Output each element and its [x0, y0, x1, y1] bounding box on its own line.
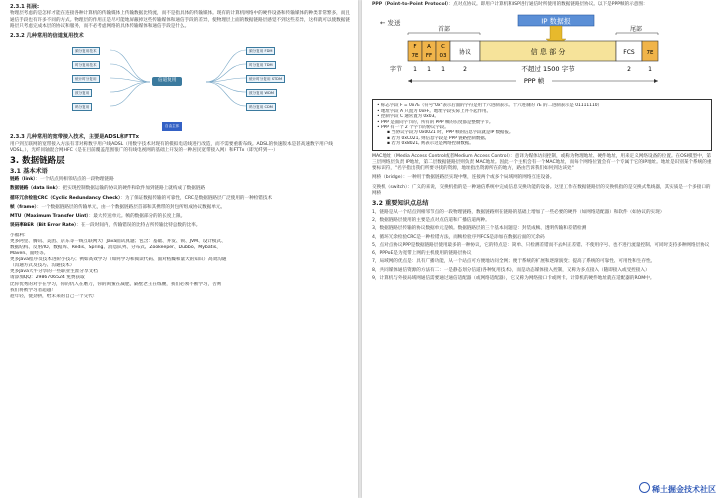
term-desc: ：一个结点到相邻结点的一段物理链路 — [35, 176, 114, 182]
term-name: MTU（Maximum Transfer Uint） — [10, 214, 89, 220]
extension-heading: 2.3.1 拓展: — [10, 4, 40, 10]
mindmap-left-node: 时分复用技术 — [72, 61, 100, 69]
field-protocol: 协议 — [458, 49, 472, 57]
mindmap-connectors — [10, 42, 350, 132]
key-point: 3，数据链路层传输的协议数据单元是帧。数据链路层的三个基本问题是：封装成帧、透明传输和差错检测 — [372, 226, 587, 232]
size-fcs: 2 — [627, 66, 631, 74]
promo-line: 更多Java大牛分享的一些职业生涯分享文档 — [10, 269, 98, 275]
size-c: 1 — [441, 66, 445, 74]
field-flag: 7E — [411, 53, 419, 60]
mindmap-center: 信道复用 — [152, 77, 182, 85]
ppp-subnote: ▪ 当协议字段为 0x0021 时，PPP 帧的信息字段就是IP 数据报。 — [387, 130, 514, 136]
mindmap-left-node: 码分复用 — [72, 103, 92, 111]
ppp-subnote: ▪ 若为 0x8021, 则表示这是网络控制数据。 — [387, 141, 474, 147]
ppp-intro-text: ：点对点协议。即用户计算机和ISP进行通信时所使用的数据链路层协议。以下是PPP帧的示意图： — [448, 2, 648, 7]
mindmap-left-node: 波分复用 — [72, 89, 92, 97]
key-point: 4，循环冗余检验CRC是一种检错方法，而帧检验序列FCS是添加在数据后面的冗余码 — [372, 234, 545, 240]
promo-block — [10, 233, 350, 300]
promo-line: （沟通方式及技巧、沟通技术） — [10, 263, 75, 269]
field-top-c: C — [441, 44, 445, 51]
term-item — [10, 177, 350, 183]
basic-terms-heading: 3.1 基本术语 — [10, 167, 48, 175]
promo-line: 比你优秀的对手在学习，你的仇人在磨刀，你的闺蜜在减肥，隔壁老王在练腰，我们必须不断学习，否则 — [10, 281, 222, 287]
key-point: 7，局域网的优点是：具有广播功能，从一个站点可方便地访问全网；便于系统的扩展和逐渐演变；提高了系统的可靠性、可用性和生存性。 — [372, 259, 656, 265]
mindmap-right-node: 码分复用 CDM — [246, 103, 276, 111]
promo-line: 更多阿里、腾讯、美团、京东等一线互联网大厂Java面试真题；包含：基础、并发、锁、JVM、设计模式、 — [10, 238, 226, 244]
size-info: 不超过 1500 字节 — [521, 65, 575, 74]
term-name: 误码率BER（Bit Error Rate） — [10, 223, 77, 229]
term-name: 链路（link） — [10, 176, 36, 182]
promo-line: 数据结构、反射/IO、数据库、Redis、Spring、消息队列、分布式、Zookeeper、Dubbo、Mybatis、 — [10, 244, 221, 250]
frame-span-label: PPP 帧 — [523, 77, 545, 86]
ppp-title: PPP（Point-to-Point Protocol） — [372, 2, 449, 7]
multiplexing-heading: 2.3.2 几种常用的信道复用技术 — [10, 33, 84, 40]
broadband-heading: 2.3.3 几种常用的宽带接入技术，主要是ADSL和FTTx — [10, 134, 140, 141]
term-item — [10, 214, 350, 220]
field-info: 信 息 部 分 — [530, 48, 566, 57]
ppp-note: • PPP 有一个 2 个字节的协议字段。 — [377, 124, 449, 130]
header-label: 首部 — [437, 26, 451, 34]
ppp-subnote: ▪ 若为 0xC021, 则信息字段是 PPP 链路控制数据。 — [387, 135, 489, 141]
term-desc: ：最大传送单元。帧的数据部分的的长度上限。 — [88, 214, 186, 220]
term-item — [10, 223, 350, 229]
watermark: 稀土掘金技术社区 — [639, 482, 716, 495]
term-name: 数据链路（data link） — [10, 186, 59, 192]
tail-label: 尾部 — [629, 26, 643, 34]
field-fcs: FCS — [623, 49, 635, 57]
term-item — [10, 196, 350, 202]
extension-paragraph: 物理层考虑的是怎样才能在连接各种计算机的传输媒体上传输数据比特流，而不是指具体的传输媒体。现有的计算机网络中的硬件设备和传输媒体的种类非常繁多，而且通信手段也有许多不同的方式。物理层的作用正是尽可能地屏蔽掉这些传输媒体和通信手段的差异，使物理层上面的数据链路层感觉不到这些差异，这样就可以使数据链路层只考虑完成本层的协议和服务，而不必考虑网络的具体传输媒体和通信手段是什么。 — [10, 11, 350, 29]
size-a: 1 — [427, 66, 431, 74]
term-name: 帧（frame） — [10, 204, 37, 210]
mindmap-right-node: 波分复用 WDM — [246, 89, 277, 97]
ppp-note: • PPP 是面向字节的，所有的 PPP 帧的长度都是整数字节。 — [377, 119, 494, 125]
size-f: 1 — [413, 66, 417, 74]
size-end-flag: 1 — [648, 66, 652, 74]
bytes-label: 字节 — [390, 66, 403, 74]
mindmap-right-node: 统计时分复用 STDM — [246, 75, 285, 83]
key-point: 8，共同媒体通信资源的方法有二：一是静态划分信道(各种复用技术)，而是动态媒体接入控制，又称为多点接入（随即接入或受控接入） — [372, 267, 650, 273]
promo-line: 更多Java程序员技术进阶小技巧；例如高效学习（如何学习和阅读代码、面对枯燥和量大的知识）高效沟通 — [10, 257, 227, 263]
mindmap-left-node: 统计时分复用 — [72, 75, 100, 83]
field-top-a: A — [427, 44, 431, 51]
ppp-intro — [372, 2, 712, 8]
term-item — [10, 205, 350, 211]
switch-paragraph: 交换机（switch）：广义的来说，交换机指的是一种通信系统中完成信息交换功能的设备。这里工作在数据链路层的交换机指的是交换式集线器，其实质是一个多接口的网桥 — [372, 184, 711, 197]
field-top-f: F — [413, 44, 417, 51]
key-point: 6，PPPoE是为宽带上网的主机使用的链路层协议 — [372, 251, 472, 257]
ppp-frame-diagram — [378, 11, 678, 97]
multiplexing-mindmap — [10, 42, 350, 132]
ppp-note: • 地址字段 A 只置为 0xFF。地址字段实际上并不起作用。 — [377, 108, 491, 114]
mindmap-left-node: 频分复用技术 — [72, 47, 100, 55]
left-document-page — [0, 0, 358, 498]
key-point: 1，链路是从一个结点到相邻节点的一段物理链路，数据链路则在链路的基础上增加了一些必要的硬件（如网络适配器）和软件（如协议的实现） — [372, 209, 665, 215]
promo-line: 趁年轻，使劲拼，给未来的自己一个交代！ — [10, 293, 98, 299]
ip-packet-label: IP 数据报 — [541, 17, 571, 26]
ppp-note: • 标志字段 F = 0x7E（符号"0x"表示后面的字符是用十六进制表示。十六进制的 7E 的二进制表示是 01111110） — [377, 103, 602, 109]
term-item — [10, 186, 350, 192]
mac-paragraph: MAC地址（Media Access Control或者Medium Access Control）：意译为媒体访问控制，或称为物理地址、硬件地址，用来定义网络设备的位置。在OSI模型中，第三层网络层负责 IP地址，第二层数据链路层则负责 MAC地址。因此一个主机会有一个MAC地址，而每个网络位置会有一个专属于它的IP地址。地址是识别某个系统的重要标识符，"名字指出我们所要寻找的资源，地址指出资源所在的地方，路由告诉我们如何到达该处" — [372, 153, 712, 172]
mindmap-right-node: 时分复用 TDM — [246, 61, 276, 69]
term-desc: ：一个数据链路层的传输单元，由一个数据链路层首部和其携带的封包所组成协议数据单元。 — [36, 204, 226, 210]
mindmap-root-label: 自由主体 — [162, 122, 182, 130]
term-desc: ：在一段时间内，传输错误的比特占所传输比特总数的比率。 — [76, 223, 201, 229]
key-points-heading: 3.2 重要知识点总结 — [372, 200, 429, 208]
promo-line: 我们将被学习者超越！ — [10, 287, 56, 293]
field-address: FF — [425, 53, 433, 60]
promo-title: 小福利： — [10, 232, 29, 238]
broadband-paragraph: 用户到互联网的宽带接入方法有非对称数字用户线ADSL（用数字技术对现有的模拟电话线进行改造，而不需要重新布线。ADSL的快速版本是甚高速数字用户线VDSL。），光纤同轴混合网HFC（是在目前覆盖范围很广的有线电视网的基础上开发的一种居民宽带接入网）和FTTx（即光纤到····） — [10, 141, 333, 154]
juejin-logo-icon — [639, 482, 650, 493]
key-point: 5，点对点协议PPP是数据链路层使用最多的一种协议，它的特点是：简单、只检测差错而不去纠正差错、不使用序号、也不进行流量控制、可同时支持多种网络层协议 — [372, 242, 710, 248]
ppp-notes-box — [372, 99, 712, 150]
term-desc: ：把实现控制数据运输的协议的硬件和软件加到链路上就构成了数据链路 — [58, 186, 206, 192]
mindmap-right-node: 频分复用 FDM — [246, 47, 275, 55]
field-control: 03 — [439, 53, 447, 60]
datalink-chapter-title: 3. 数据链路层 — [10, 156, 65, 167]
key-point: 9，计算机与外接局域网通信需要通过通信适配器（或网络适配器），它又称为网络接口卡或网卡。计算机的硬件地址就在适配器的ROM中。 — [372, 276, 655, 281]
key-point: 2，数据链路层使用的主要是点对点信道和广播信道两种。 — [372, 217, 490, 223]
ppp-note: • 控制字段 C 通常置为 0x03。 — [377, 114, 439, 120]
term-desc: ：为了保证数据传输的可靠性，CRC是数据链路层广泛使用的一种检错技术 — [120, 195, 273, 201]
field-end-flag: 7E — [646, 50, 654, 57]
send-direction: ← 发送 — [380, 19, 401, 28]
bridge-paragraph: 网桥（bridge）：一种用于数据链路层实现中继，连接两个或多个局域网的网络互连设备。 — [372, 175, 555, 181]
right-document-page — [362, 0, 720, 498]
term-name: 循环冗余检验CRC（Cyclic Redundancy Check） — [10, 195, 121, 201]
promo-line: Maven、面经等。 — [10, 251, 49, 257]
size-protocol: 2 — [463, 66, 467, 74]
promo-line: 请添加QQ：2986706524 免费获取 — [10, 275, 85, 281]
